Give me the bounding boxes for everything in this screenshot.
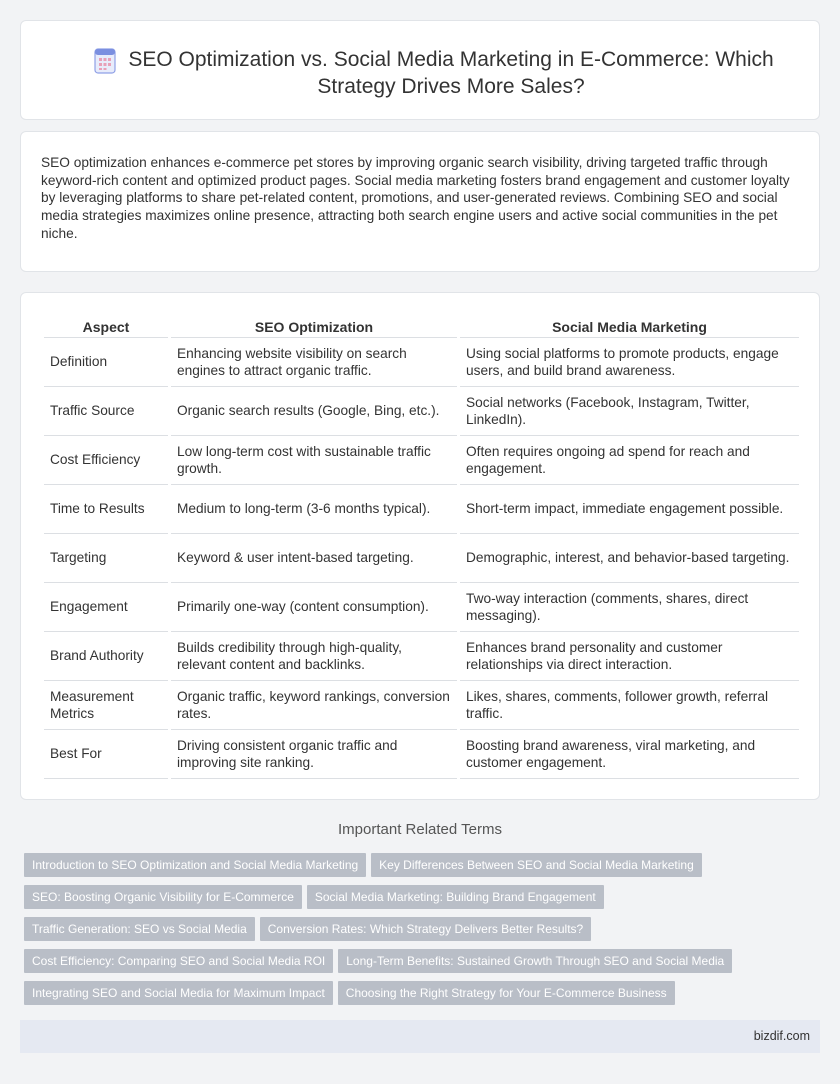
column-header-aspect: Aspect	[44, 316, 168, 338]
row-seo: Enhancing website visibility on search engines to attract organic traffic.	[171, 338, 457, 387]
row-aspect: Definition	[44, 338, 168, 387]
related-term-tag[interactable]: Social Media Marketing: Building Brand Engagement	[307, 885, 604, 909]
row-social: Demographic, interest, and behavior-based targeting.	[460, 534, 799, 583]
row-seo: Organic search results (Google, Bing, etc.).	[171, 387, 457, 436]
site-name[interactable]: bizdif.com	[753, 1029, 810, 1043]
related-term-tag[interactable]: Introduction to SEO Optimization and Social Media Marketing	[24, 853, 366, 877]
row-social: Enhances brand personality and customer relationships via direct interaction.	[460, 632, 799, 681]
table-row	[44, 485, 799, 534]
related-term-tag[interactable]: Long-Term Benefits: Sustained Growth Through SEO and Social Media	[338, 949, 732, 973]
intro-paragraph: SEO optimization enhances e-commerce pet stores by improving organic search visibility, driving targeted traffic through keyword-rich content and optimized product pages. Social media marketing fosters brand engagement and customer loyalty by leveraging platforms to share pet-related content, promotions, and user-generated reviews. Combining SEO and social media strategies maximizes online presence, attracting both search engine users and active social communities in the pet niche.	[41, 155, 790, 241]
tag-row	[24, 981, 724, 1013]
table-header-row	[44, 316, 799, 338]
related-term-tag[interactable]: Cost Efficiency: Comparing SEO and Social Media ROI	[24, 949, 333, 973]
row-aspect: Best For	[44, 730, 168, 779]
table-row	[44, 730, 799, 779]
table-row	[44, 534, 799, 583]
column-header-social: Social Media Marketing	[460, 316, 799, 338]
table-row	[44, 632, 799, 681]
related-term-tag[interactable]: Traffic Generation: SEO vs Social Media	[24, 917, 255, 941]
table-row	[44, 436, 799, 485]
tag-row	[24, 885, 724, 917]
row-aspect: Engagement	[44, 583, 168, 632]
title-card	[20, 20, 820, 120]
page-title: SEO Optimization vs. Social Media Marketing in E-Commerce: Which Strategy Drives More Sales?	[128, 48, 774, 98]
row-seo: Builds credibility through high-quality, relevant content and backlinks.	[171, 632, 457, 681]
row-social: Short-term impact, immediate engagement possible.	[460, 485, 799, 534]
row-social: Boosting brand awareness, viral marketing, and customer engagement.	[460, 730, 799, 779]
related-term-tag[interactable]: Integrating SEO and Social Media for Maximum Impact	[24, 981, 333, 1005]
tag-row	[24, 917, 724, 949]
related-terms-list	[24, 853, 724, 1013]
tag-row	[24, 949, 724, 981]
intro-card	[20, 131, 820, 272]
row-seo: Low long-term cost with sustainable traffic growth.	[171, 436, 457, 485]
row-social: Likes, shares, comments, follower growth, referral traffic.	[460, 681, 799, 730]
row-seo: Keyword & user intent-based targeting.	[171, 534, 457, 583]
row-social: Social networks (Facebook, Instagram, Twitter, LinkedIn).	[460, 387, 799, 436]
row-seo: Medium to long-term (3-6 months typical).	[171, 485, 457, 534]
row-seo: Organic traffic, keyword rankings, conversion rates.	[171, 681, 457, 730]
related-term-tag[interactable]: Key Differences Between SEO and Social Media Marketing	[371, 853, 702, 877]
related-term-tag[interactable]: Choosing the Right Strategy for Your E-Commerce Business	[338, 981, 675, 1005]
comparison-table	[41, 316, 802, 779]
related-term-tag[interactable]: SEO: Boosting Organic Visibility for E-Commerce	[24, 885, 302, 909]
table-row	[44, 681, 799, 730]
comparison-card	[20, 292, 820, 800]
row-aspect: Traffic Source	[44, 387, 168, 436]
row-social: Using social platforms to promote products, engage users, and build brand awareness.	[460, 338, 799, 387]
row-aspect: Time to Results	[44, 485, 168, 534]
row-aspect: Measurement Metrics	[44, 681, 168, 730]
related-terms-heading: Important Related Terms	[338, 821, 502, 838]
related-term-tag[interactable]: Conversion Rates: Which Strategy Delivers Better Results?	[260, 917, 591, 941]
footer	[20, 1020, 820, 1053]
table-row	[44, 338, 799, 387]
column-header-seo: SEO Optimization	[171, 316, 457, 338]
row-aspect: Cost Efficiency	[44, 436, 168, 485]
table-row	[44, 387, 799, 436]
row-social: Often requires ongoing ad spend for reach and engagement.	[460, 436, 799, 485]
tag-row	[24, 853, 724, 885]
row-social: Two-way interaction (comments, shares, direct messaging).	[460, 583, 799, 632]
row-seo: Primarily one-way (content consumption).	[171, 583, 457, 632]
row-aspect: Brand Authority	[44, 632, 168, 681]
row-seo: Driving consistent organic traffic and improving site ranking.	[171, 730, 457, 779]
table-row	[44, 583, 799, 632]
document-grid-icon	[94, 48, 116, 74]
row-aspect: Targeting	[44, 534, 168, 583]
